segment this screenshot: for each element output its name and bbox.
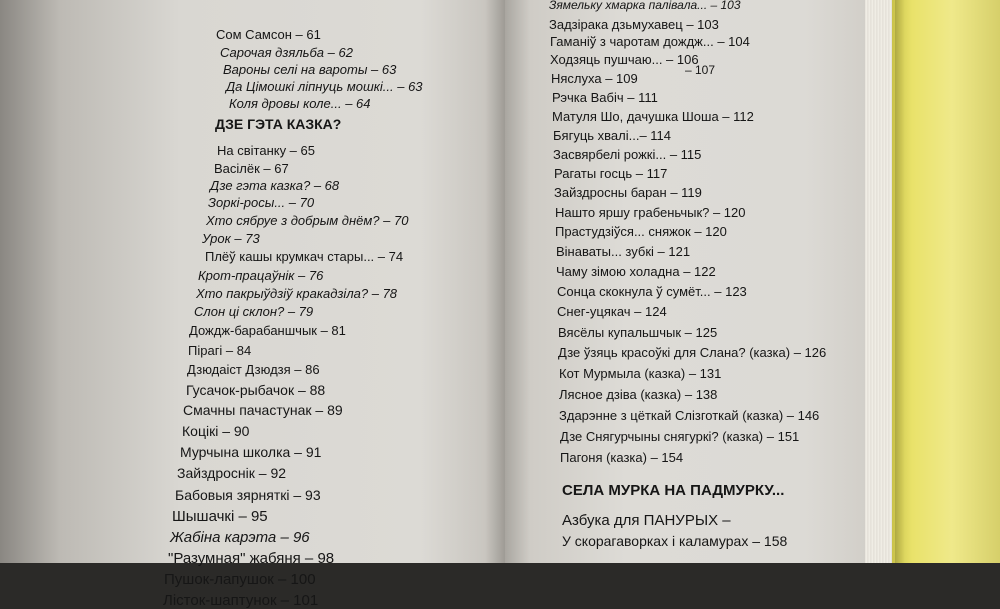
toc-item: Пагоня (казка) – 154 xyxy=(560,450,684,465)
toc-item: Бягуць хвалі...– 114 xyxy=(553,128,672,143)
toc-item: Матуля Шо, дачушка Шоша – 112 xyxy=(552,109,754,124)
toc-item: Зайздросны баран – 119 xyxy=(554,185,702,200)
toc-line: Сом Самсон – 61 xyxy=(216,27,321,42)
toc-item: Прастудзіўся... сняжок – 120 xyxy=(555,224,727,239)
toc-item: Снег-уцякач – 124 xyxy=(557,304,667,319)
toc-item: Васілёк – 67 xyxy=(214,161,289,176)
toc-line: Сарочая дзяльба – 62 xyxy=(220,45,353,60)
toc-item: Рагаты госць – 117 xyxy=(554,166,668,181)
book-cover xyxy=(892,0,1000,563)
toc-item: Дзе гэта казка? – 68 xyxy=(210,178,340,193)
toc-item: Нашто яршу грабеньчык? – 120 xyxy=(555,205,746,220)
toc-item: Бабовыя зярняткі – 93 xyxy=(175,487,321,503)
toc-item: Няслуха – 109 xyxy=(551,71,638,86)
toc-item: "Разумная" жабяня – 98 xyxy=(168,550,335,567)
toc-item: Зайздроснік – 92 xyxy=(177,465,287,481)
section-heading: ДЗЕ ГЭТА КАЗКА? xyxy=(215,116,342,132)
toc-line: Вароны селі на вароты – 63 xyxy=(223,62,397,77)
toc-item: Сонца скокнула ў сумёт... – 123 xyxy=(557,284,747,299)
toc-item: Хто пакрыўдзіў кракадзіла? – 78 xyxy=(196,286,398,301)
toc-item: Хто сябруе з добрым днём? – 70 xyxy=(206,213,409,228)
toc-item: Засвярбелі рожкі... – 115 xyxy=(553,147,702,162)
toc-item: Ходзяць пушчаю... – 106 xyxy=(550,52,699,67)
page-edges xyxy=(865,0,895,563)
toc-item: Задзірака дзьмухавец – 103 xyxy=(549,17,719,32)
toc-line: Да Цімошкі ліпнуць мошкі... – 63 xyxy=(226,79,423,94)
right-page xyxy=(505,0,865,563)
toc-item: Рэчка Вабіч – 111 xyxy=(552,90,658,105)
toc-item: Вінаваты... зубкі – 121 xyxy=(556,244,691,259)
cover-shadow xyxy=(895,0,905,563)
toc-item: Дзе ўзяць красоўкі для Слана? (казка) – 126 xyxy=(558,345,827,360)
toc-item: На світанку – 65 xyxy=(217,143,315,158)
toc-item: Мурчына школка – 91 xyxy=(180,444,322,460)
toc-item: Плёў кашы крумкач стары... – 74 xyxy=(205,249,404,264)
toc-item: Азбука для ПАНУРЫХ – xyxy=(562,512,731,529)
toc-item: – 107 xyxy=(685,63,716,77)
toc-item: Гусачок-рыбачок – 88 xyxy=(186,382,326,398)
toc-item: Урок – 73 xyxy=(202,231,260,246)
toc-item: Пушок-лапушок – 100 xyxy=(164,571,316,588)
section-heading: СЕЛА МУРКА НА ПАДМУРКУ... xyxy=(562,482,785,499)
toc-item: Кот Мурмыла (казка) – 131 xyxy=(559,366,722,381)
toc-item: Дзе Снягурчыны снягуркі? (казка) – 151 xyxy=(560,429,800,444)
toc-item: Слон ці склон? – 79 xyxy=(194,304,314,319)
toc-item: Шышачкі – 95 xyxy=(172,508,268,525)
toc-item: Жабіна карэта – 96 xyxy=(170,529,310,546)
toc-item: Гаманіў з чаротам дождж... – 104 xyxy=(550,34,750,49)
toc-item: Вясёлы купальшчык – 125 xyxy=(558,325,718,340)
toc-item: Крот-працаўнік – 76 xyxy=(198,268,324,283)
toc-item: Чаму зімою холадна – 122 xyxy=(556,264,716,279)
toc-item: Дзюдаіст Дзюдзя – 86 xyxy=(187,362,320,377)
toc-item: Здарэнне з цёткай Слізготкай (казка) – 146 xyxy=(559,408,820,423)
toc-item: Коцікі – 90 xyxy=(182,423,250,439)
toc-line: Коля дровы коле... – 64 xyxy=(229,96,371,111)
toc-item: Лясное дзіва (казка) – 138 xyxy=(559,387,718,402)
toc-item: У скорагаворках і каламурах – 158 xyxy=(562,533,788,549)
toc-item: Пірагі – 84 xyxy=(188,343,252,358)
toc-item: Лісток-шаптунок – 101 xyxy=(163,592,319,609)
toc-item: Зямельку хмарка палівала... – 103 xyxy=(549,0,741,12)
toc-item: Дождж-барабаншчык – 81 xyxy=(189,323,346,338)
toc-item: Зоркі-росы... – 70 xyxy=(208,195,315,210)
toc-item: Смачны пачастунак – 89 xyxy=(183,402,343,418)
